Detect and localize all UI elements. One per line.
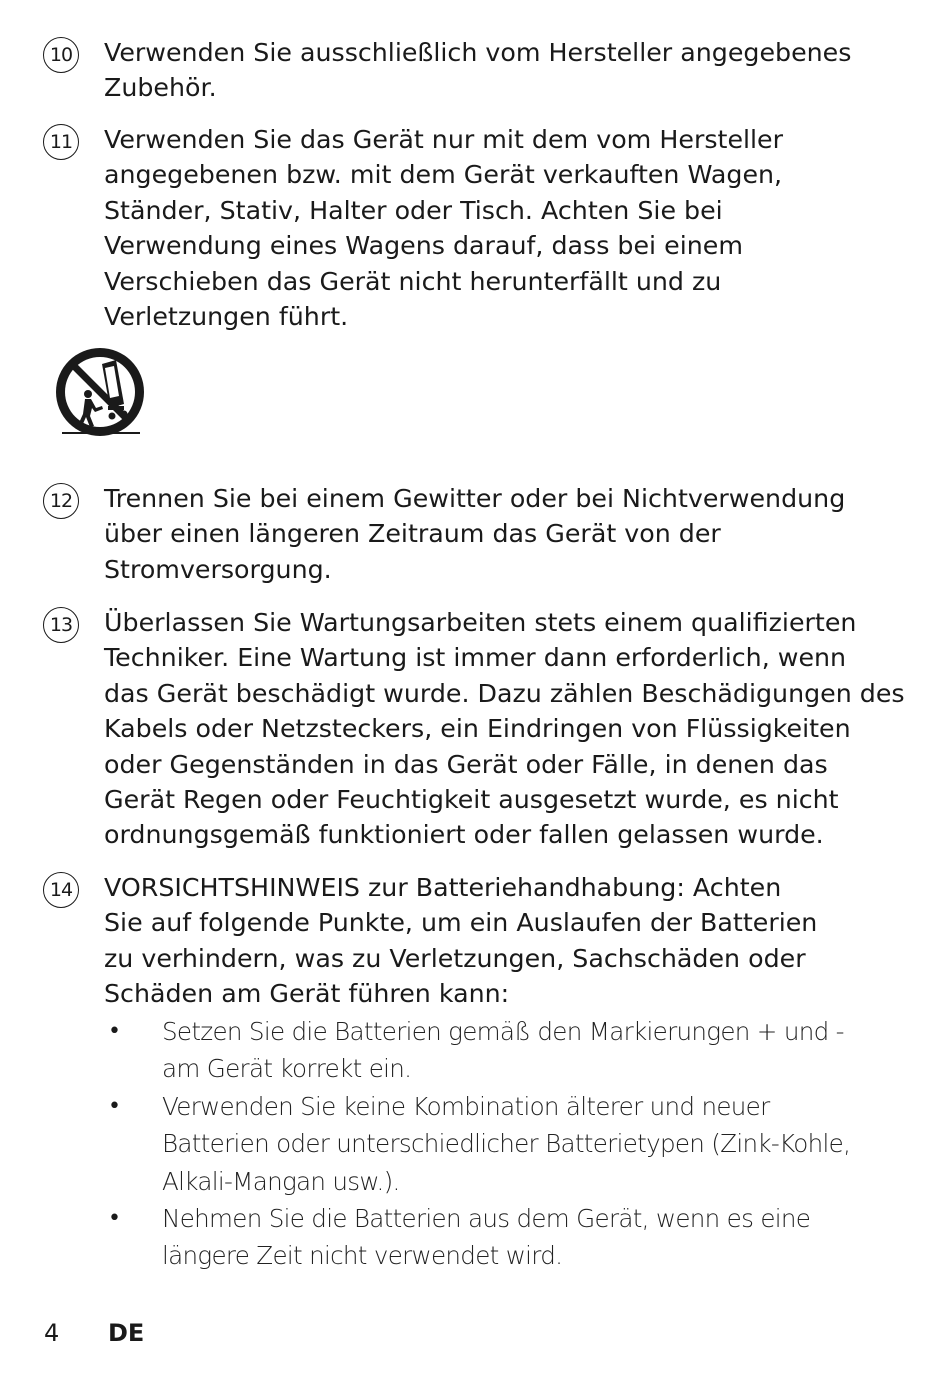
text-line: Stromversorgung. [104,554,332,584]
text-line: zu verhindern, was zu Verletzungen, Sachschäden oder [104,943,806,973]
text-line: Nehmen Sie die Batterien aus dem Gerät, wenn es eine [162,1204,811,1233]
item-text [104,605,904,853]
item-text [104,35,904,106]
item-text [104,122,904,334]
item-text [104,481,904,587]
text-line: Verwenden Sie ausschließlich vom Hersteller angegebenes [104,38,852,67]
bullet-icon: • [108,1206,121,1231]
item-number-circle [43,607,79,643]
item-text [104,870,904,1012]
text-line: längere Zeit nicht verwendet wird. [162,1241,563,1271]
page-number: 4 [44,1319,60,1347]
item-number: 10 [49,44,73,66]
text-line: Zubehör. [104,73,217,103]
text-line: Kabels oder Netzsteckers, ein Eindringen von Flüssigkeiten [104,714,851,744]
text-line: Verletzungen führt. [104,302,349,332]
language-code: DE [108,1319,145,1347]
text-line: Batterien oder unterschiedlicher Batterietypen (Zink-Kohle, [162,1129,851,1159]
text-line: Trennen Sie bei einem Gewitter oder bei Nichtverwendung [104,484,846,513]
text-line: Verschieben das Gerät nicht herunterfällt und zu [104,266,722,296]
text-line: angegebenen bzw. mit dem Gerät verkauften Wagen, [104,160,783,190]
text-line: Sie auf folgende Punkte, um ein Auslaufen der Batterien [104,908,818,938]
item-number: 14 [49,879,73,901]
text-line: ordnungsgemäß funktioniert oder fallen gelassen wurde. [104,820,824,850]
item-number-circle [43,37,79,73]
bullet-icon: • [108,1019,121,1044]
text-line: Ständer, Stativ, Halter oder Tisch. Achten Sie bei [104,195,723,225]
text-line: Alkali-Mangan usw.). [162,1166,400,1196]
item-number: 12 [49,490,73,512]
item-number-circle [43,483,79,519]
text-line: Setzen Sie die Batterien gemäß den Markierungen + und - [162,1017,844,1046]
text-line: über einen längeren Zeitraum das Gerät von der [104,519,721,549]
text-line: oder Gegenständen in das Gerät oder Fälle, in denen das [104,749,828,779]
text-line: Verwenden Sie keine Kombination älterer und neuer [162,1092,770,1121]
text-line: Verwendung eines Wagens darauf, dass bei einem [104,231,743,261]
item-number-circle [43,124,79,160]
item-number-circle [43,872,79,908]
text-line: Überlassen Sie Wartungsarbeiten stets einem qualifizierten [104,608,857,637]
item-number: 11 [49,131,73,153]
item-number: 13 [49,614,73,636]
text-line: Gerät Regen oder Feuchtigkeit ausgesetzt wurde, es nicht [104,785,839,815]
text-line: VORSICHTSHINWEIS zur Batteriehandhabung: Achten [104,873,782,902]
text-line: am Gerät korrekt ein. [162,1054,412,1084]
text-line: das Gerät beschädigt wurde. Dazu zählen Beschädigungen des [104,678,905,708]
text-line: Verwenden Sie das Gerät nur mit dem vom Hersteller [104,125,784,154]
text-line: Techniker. Eine Wartung ist immer dann erforderlich, wenn [104,643,847,673]
bullet-icon: • [108,1094,121,1119]
text-line: Schäden am Gerät führen kann: [104,979,510,1009]
cart-tip-over-warning-icon [52,346,148,442]
